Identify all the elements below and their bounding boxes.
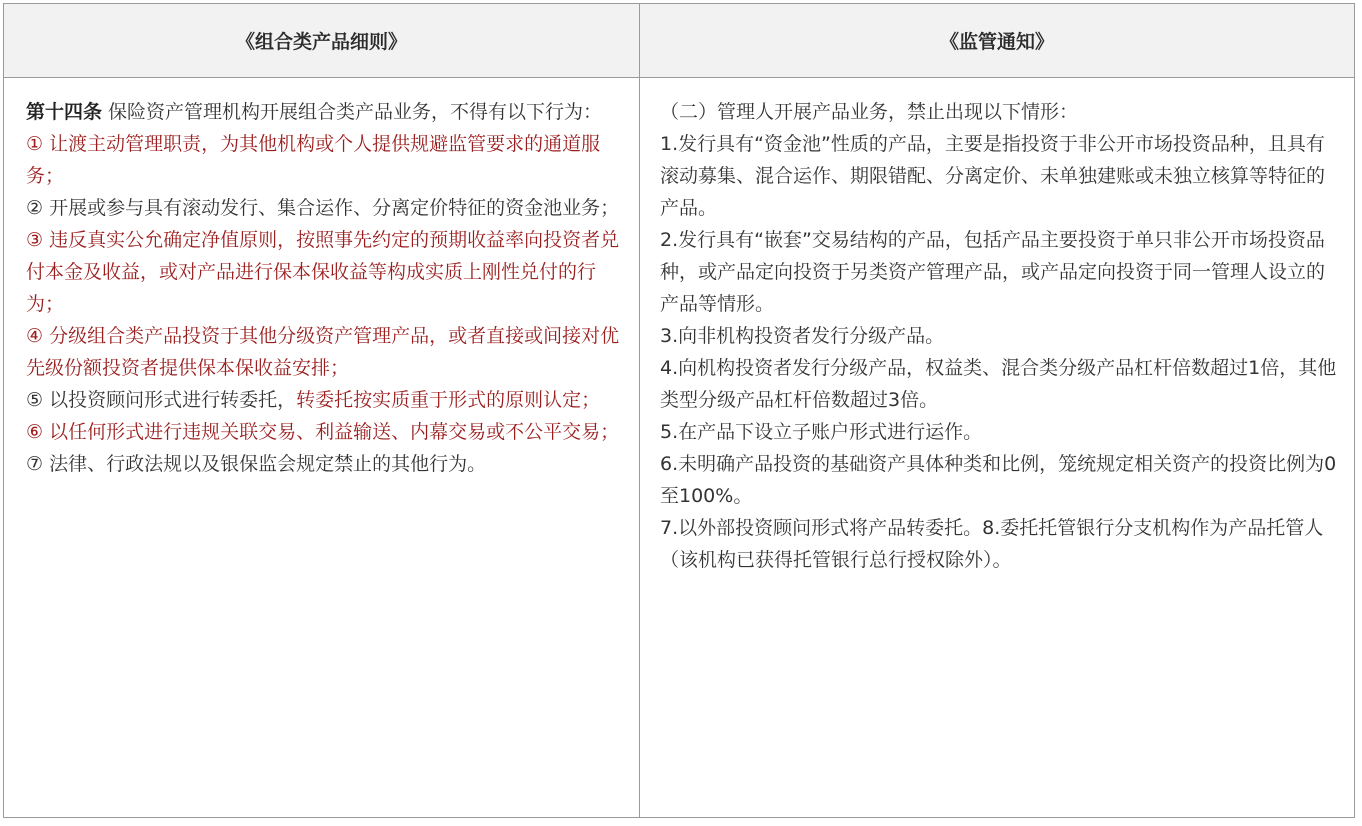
left-item-1: ① 让渡主动管理职责，为其他机构或个人提供规避监管要求的通道服务；: [26, 133, 601, 187]
left-item-3: ③ 违反真实公允确定净值原则，按照事先约定的预期收益率向投资者兑付本金及收益，或对产品进行保本保收益等构成实质上刚性兑付的行为；: [26, 229, 620, 315]
article-intro: [26, 96, 621, 128]
right-item-7: 7.以外部投资顾问形式将产品转委托。8.委托托管银行分支机构作为产品托管人（该机构已获得托管银行总行授权除外）。: [660, 517, 1324, 571]
article-intro-text: 保险资产管理机构开展组合类产品业务，不得有以下行为：: [102, 101, 603, 123]
left-item-5-plain: ⑤ 以投资顾问形式进行转委托，: [26, 389, 297, 411]
left-item-5: [26, 384, 621, 416]
right-item-5: 5.在产品下设立子账户形式进行运作。: [660, 421, 983, 443]
right-item-6: 6.未明确产品投资的基础资产具体种类和比例，笼统规定相关资产的投资比例为0至100%。: [660, 453, 1337, 507]
left-column-title: 《组合类产品细则》: [235, 31, 407, 53]
left-item-6: ⑥ 以任何形式进行违规关联交易、利益输送、内幕交易或不公平交易；: [26, 421, 620, 443]
comparison-table: [3, 3, 1355, 818]
article-label: 第十四条: [26, 101, 103, 123]
right-column-title: 《监管通知》: [939, 31, 1054, 53]
right-item-2: 2.发行具有“嵌套”交易结构的产品，包括产品主要投资于单只非公开市场投资品种，或产品定向投资于另类资产管理产品，或产品定向投资于同一管理人设立的产品等情形。: [660, 229, 1326, 315]
right-item-4: 4.向机构投资者发行分级产品，权益类、混合类分级产品杠杆倍数超过1倍，其他类型分级产品杠杆倍数超过3倍。: [660, 357, 1337, 411]
right-item-3: 3.向非机构投资者发行分级产品。: [660, 325, 945, 347]
left-item-5-highlight: 转委托按实质重于形式的原则认定；: [296, 389, 601, 411]
right-item-1: 1.发行具有“资金池”性质的产品，主要是指投资于非公开市场投资品种，且具有滚动募集、混合运作、期限错配、分离定价、未单独建账或未独立核算等特征的产品。: [660, 133, 1326, 219]
right-column-content: [640, 78, 1354, 817]
left-item-4: ④ 分级组合类产品投资于其他分级资产管理产品，或者直接或间接对优先级份额投资者提供保本保收益安排；: [26, 325, 620, 379]
left-column-content: [4, 78, 640, 817]
left-item-7: ⑦ 法律、行政法规以及银保监会规定禁止的其他行为。: [26, 453, 487, 475]
right-column-header: [640, 4, 1354, 78]
left-item-2: ② 开展或参与具有滚动发行、集合运作、分离定价特征的资金池业务；: [26, 197, 620, 219]
right-intro: （二）管理人开展产品业务，禁止出现以下情形：: [660, 101, 1079, 123]
left-column-header: [4, 4, 640, 78]
